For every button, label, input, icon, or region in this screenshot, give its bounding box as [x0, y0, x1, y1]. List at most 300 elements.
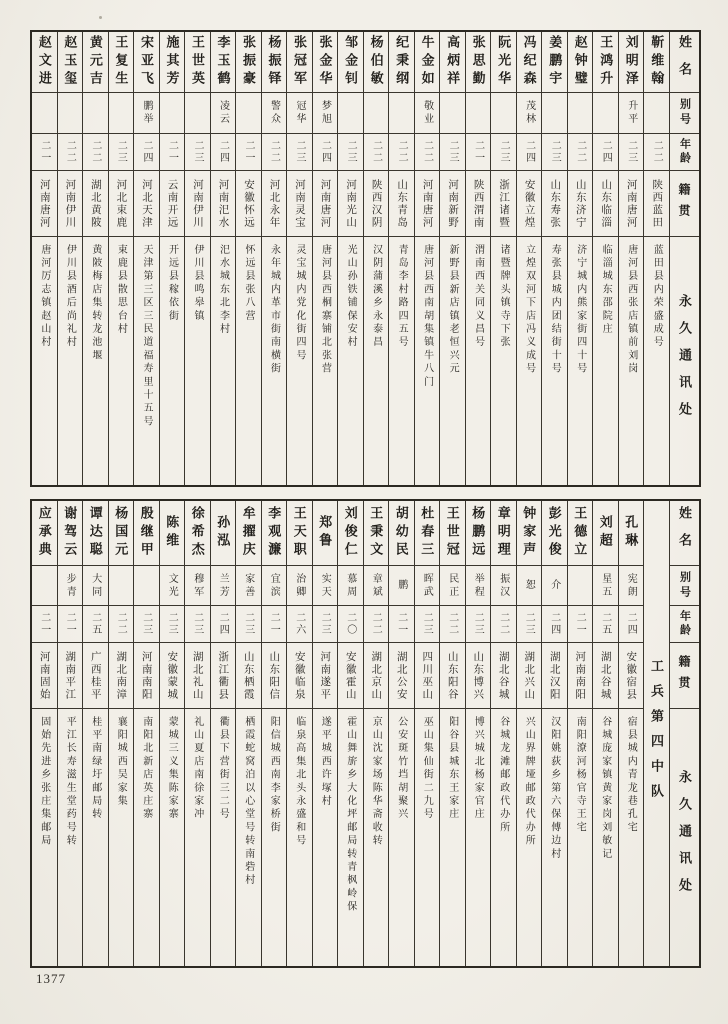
person-alias: 梦旭: [313, 92, 338, 133]
person-age: 二四: [313, 133, 338, 170]
person-age: 二二: [389, 133, 414, 170]
person-native-place: 河南唐河: [619, 170, 644, 236]
person-address: 阳信城西南李家桥街: [262, 708, 287, 966]
person-column: [210, 501, 236, 966]
header-column: [669, 32, 699, 485]
person-address: 谷城庞家镇黄家岗刘敏记: [593, 708, 618, 966]
person-column: [210, 32, 236, 485]
person-native-place: 河南固始: [32, 642, 57, 708]
person-alias: 家善: [236, 565, 261, 605]
person-native-place: 陕西渭南: [466, 170, 491, 236]
person-alias: 举程: [466, 565, 491, 605]
person-column: [465, 32, 491, 485]
person-alias: 升平: [619, 92, 644, 133]
person-alias: [185, 92, 210, 133]
person-age: 二三: [491, 133, 516, 170]
person-name: 王世冠: [444, 506, 460, 560]
person-name: 王世英: [189, 35, 205, 89]
person-address: 灵宝城内党化街四号: [287, 236, 312, 485]
person-native-place: 安徽临泉: [287, 642, 312, 708]
person-column: [567, 501, 593, 966]
person-column: [414, 501, 440, 966]
person-age: 二三: [440, 133, 465, 170]
person-address: 宿县城内青龙巷孔宅: [619, 708, 644, 966]
person-alias: 民正: [440, 565, 465, 605]
person-native-place: 湖北谷城: [593, 642, 618, 708]
person-address: 伊川县酒后尚礼村: [58, 236, 83, 485]
person-name: 张思勤: [470, 35, 486, 89]
person-native-place: 浙江衢县: [211, 642, 236, 708]
person-name: 郑鲁: [317, 515, 333, 551]
person-column: [618, 32, 644, 485]
person-native-place: 河南光山: [338, 170, 363, 236]
person-address: 汜水城东北李村: [211, 236, 236, 485]
person-native-place: 陕西蓝田: [644, 170, 669, 236]
person-address: 桂平南绿圩邮局转: [83, 708, 108, 966]
person-name: 杨国元: [113, 506, 129, 560]
person-address: 汉阴蒲溪乡永泰昌: [364, 236, 389, 485]
person-alias: 介: [542, 565, 567, 605]
person-native-place: 安徽宿县: [619, 642, 644, 708]
person-column: [32, 501, 57, 966]
person-address: 平江长寿滋生堂药号转: [58, 708, 83, 966]
person-column: [312, 32, 338, 485]
person-age: 二一: [389, 605, 414, 642]
person-alias: [364, 92, 389, 133]
person-column: [57, 501, 83, 966]
person-age: 二一: [160, 133, 185, 170]
person-age: 二三: [415, 605, 440, 642]
person-age: 二三: [185, 133, 210, 170]
person-column: [490, 32, 516, 485]
person-native-place: 湖北南漳: [109, 642, 134, 708]
person-alias: 鹏: [389, 565, 414, 605]
person-address: 博兴城北杨家官庄: [466, 708, 491, 966]
person-alias: [109, 565, 134, 605]
person-name: 张冠军: [292, 35, 308, 89]
person-name: 殷继甲: [138, 506, 154, 560]
person-alias: [644, 92, 669, 133]
person-alias: [440, 92, 465, 133]
person-alias: 冠华: [287, 92, 312, 133]
person-name: 王复生: [113, 35, 129, 89]
person-name: 赵文进: [36, 35, 52, 89]
person-address: 济宁城内熊家街四十号: [568, 236, 593, 485]
person-age: 二三: [185, 605, 210, 642]
person-column: [82, 501, 108, 966]
person-age: 二四: [211, 605, 236, 642]
person-age: 二二: [83, 133, 108, 170]
person-address: 固始先进乡张庄集邮局: [32, 708, 57, 966]
person-column: [261, 501, 287, 966]
person-age: 二四: [593, 133, 618, 170]
person-native-place: 山东济宁: [568, 170, 593, 236]
person-age: 二四: [517, 133, 542, 170]
person-column: [108, 32, 134, 485]
person-name: 施其芳: [164, 35, 180, 89]
person-alias: [491, 92, 516, 133]
person-alias: 恕: [517, 565, 542, 605]
person-address: 临泉高集北头永盛和号: [287, 708, 312, 966]
header-address: 永久通讯处: [670, 708, 699, 966]
person-age: 二一: [32, 133, 57, 170]
person-native-place: 湖北礼山: [185, 642, 210, 708]
person-column: [465, 501, 491, 966]
person-alias: 宜滨: [262, 565, 287, 605]
person-name: 王天职: [291, 506, 307, 560]
person-name: 王秉文: [368, 506, 384, 560]
person-native-place: 四川巫山: [415, 642, 440, 708]
person-name: 陈维: [164, 515, 180, 551]
person-alias: 章斌: [364, 565, 389, 605]
person-alias: [389, 92, 414, 133]
person-address: 开远县稼依街: [160, 236, 185, 485]
person-alias: 穆军: [185, 565, 210, 605]
person-name: 张金华: [317, 35, 333, 89]
person-alias: [160, 92, 185, 133]
person-native-place: 河南遂平: [313, 642, 338, 708]
person-column: [57, 32, 83, 485]
person-address: 衢县下营街三二号: [211, 708, 236, 966]
header-native-place: 籍贯: [670, 642, 699, 708]
person-native-place: 山东博兴: [466, 642, 491, 708]
header-alias: 别号: [670, 565, 699, 605]
person-age: 二二: [58, 133, 83, 170]
person-alias: [58, 92, 83, 133]
person-column: [32, 32, 57, 485]
person-age: 二三: [338, 133, 363, 170]
person-native-place: 山东寿张: [542, 170, 567, 236]
person-column: [541, 501, 567, 966]
person-alias: 晖武: [415, 565, 440, 605]
person-column: [388, 32, 414, 485]
person-address: 束鹿县散思台村: [109, 236, 134, 485]
roster-table-top: [30, 30, 701, 487]
person-column: [337, 501, 363, 966]
person-alias: 警众: [262, 92, 287, 133]
person-age: 二二: [109, 605, 134, 642]
person-address: 寿张县城内团结街十号: [542, 236, 567, 485]
person-name: 高炳祥: [445, 35, 461, 89]
person-column: [490, 501, 516, 966]
person-age: 二四: [134, 133, 159, 170]
person-native-place: 山东阳谷: [440, 642, 465, 708]
person-name: 杨振铎: [266, 35, 282, 89]
person-age: 二三: [134, 605, 159, 642]
person-native-place: 安徽立煌: [517, 170, 542, 236]
person-age: 二五: [83, 605, 108, 642]
person-name: 靳维翰: [649, 35, 665, 89]
person-native-place: 山东阳信: [262, 642, 287, 708]
person-alias: 慕周: [338, 565, 363, 605]
person-native-place: 安徽霍山: [338, 642, 363, 708]
person-column: [363, 32, 389, 485]
person-native-place: 河南南阳: [568, 642, 593, 708]
person-address: 诸暨牌头镇寺下张: [491, 236, 516, 485]
person-alias: [568, 565, 593, 605]
person-address: 遂平城西许塚村: [313, 708, 338, 966]
person-column: [184, 501, 210, 966]
person-alias: 实天: [313, 565, 338, 605]
person-age: 二二: [568, 133, 593, 170]
person-name: 王德立: [572, 506, 588, 560]
person-name: 章明理: [495, 506, 511, 560]
header-address: 永久通讯处: [670, 236, 699, 485]
person-native-place: 广西桂平: [83, 642, 108, 708]
person-alias: [32, 92, 57, 133]
person-age: 二四: [211, 133, 236, 170]
person-age: 二一: [262, 605, 287, 642]
person-address: 伊川县鸣皋镇: [185, 236, 210, 485]
person-name: 牟擢庆: [240, 506, 256, 560]
person-age: 二一: [466, 133, 491, 170]
person-age: 二一: [568, 605, 593, 642]
person-alias: 星五: [593, 565, 618, 605]
person-column: [312, 501, 338, 966]
person-column: [516, 501, 542, 966]
person-column: [414, 32, 440, 485]
person-alias: [338, 92, 363, 133]
person-age: 二三: [619, 133, 644, 170]
person-native-place: 云南开远: [160, 170, 185, 236]
person-name: 王鸿升: [598, 35, 614, 89]
person-alias: [109, 92, 134, 133]
person-native-place: 湖北兴山: [517, 642, 542, 708]
person-column: [82, 32, 108, 485]
person-age: 二三: [109, 133, 134, 170]
person-name: 牛金如: [419, 35, 435, 89]
person-age: 二三: [466, 605, 491, 642]
header-name: 姓名: [677, 506, 692, 560]
person-native-place: 河南伊川: [185, 170, 210, 236]
person-column: [439, 501, 465, 966]
header-age: 年龄: [670, 133, 699, 170]
person-address: 公安斑竹垱胡聚兴: [389, 708, 414, 966]
person-address: 谷城龙滩邮政代办所: [491, 708, 516, 966]
person-native-place: 山东青岛: [389, 170, 414, 236]
person-address: 天津第三区三民道福寿里十五号: [134, 236, 159, 485]
person-column: [108, 501, 134, 966]
person-name: 刘明泽: [623, 35, 639, 89]
person-native-place: 河南唐河: [32, 170, 57, 236]
person-age: 二三: [287, 133, 312, 170]
person-name: 彭光俊: [546, 506, 562, 560]
person-column: [643, 32, 669, 485]
person-alias: [542, 92, 567, 133]
person-address: 兴山界牌垭邮政代办所: [517, 708, 542, 966]
person-column: [184, 32, 210, 485]
person-address: 阳谷县城东王家庄: [440, 708, 465, 966]
person-name: 谭达聪: [87, 506, 103, 560]
person-column: [337, 32, 363, 485]
person-address: 霍山舞旂乡大化坪邮局转青枫岭保: [338, 708, 363, 966]
person-age: 二五: [593, 605, 618, 642]
person-address: 唐河县西张店镇前刘岗: [619, 236, 644, 485]
person-name: 纪秉纲: [394, 35, 410, 89]
person-name: 应承典: [36, 506, 52, 560]
person-column: [159, 32, 185, 485]
person-name: 黄元吉: [87, 35, 103, 89]
person-address: 巫山集仙街二九号: [415, 708, 440, 966]
person-alias: 步青: [58, 565, 83, 605]
person-native-place: 湖北汉阳: [542, 642, 567, 708]
person-native-place: 湖北公安: [389, 642, 414, 708]
person-age: 二六: [287, 605, 312, 642]
person-name: 孙泓: [215, 515, 231, 551]
person-address: 永年城内革市街南横街: [262, 236, 287, 485]
person-alias: [236, 92, 261, 133]
person-alias: [568, 92, 593, 133]
person-age: 二二: [415, 133, 440, 170]
person-address: 唐河厉志镇赵山村: [32, 236, 57, 485]
person-native-place: 湖南平江: [58, 642, 83, 708]
person-column: [133, 32, 159, 485]
person-address: 南阳北新店英庄寨: [134, 708, 159, 966]
person-address: 栖霞蛇窝泊以心堂号转南砦村: [236, 708, 261, 966]
person-name: 杨伯敏: [368, 35, 384, 89]
person-native-place: 河北永年: [262, 170, 287, 236]
person-native-place: 安徽蒙城: [160, 642, 185, 708]
person-age: 二二: [644, 133, 669, 170]
page-number: 1377: [36, 971, 66, 986]
person-alias: 鹏举: [134, 92, 159, 133]
person-alias: 文光: [160, 565, 185, 605]
person-address: 唐河县西南胡集镇牛八门: [415, 236, 440, 485]
person-age: 二一: [58, 605, 83, 642]
person-native-place: 河北束鹿: [109, 170, 134, 236]
person-name: 杜春三: [419, 506, 435, 560]
person-native-place: 山东临淄: [593, 170, 618, 236]
person-name: 杨鹏远: [470, 506, 486, 560]
person-address: 黄陂梅店集转龙池堰: [83, 236, 108, 485]
unit-label: 工兵第四中队: [649, 658, 664, 809]
person-name: 邹金钊: [343, 35, 359, 89]
person-native-place: 河南唐河: [415, 170, 440, 236]
person-column: [516, 32, 542, 485]
person-alias: [32, 565, 57, 605]
person-column: [567, 32, 593, 485]
person-address: 怀远县张八营: [236, 236, 261, 485]
person-age: 二三: [517, 605, 542, 642]
person-native-place: 河南灵宝: [287, 170, 312, 236]
person-column: [541, 32, 567, 485]
person-address: 新野县新店镇老恒兴元: [440, 236, 465, 485]
header-age: 年龄: [670, 605, 699, 642]
scan-speck: [99, 16, 102, 19]
person-name: 赵钟璧: [572, 35, 588, 89]
person-column: [286, 32, 312, 485]
person-native-place: 湖北黄陂: [83, 170, 108, 236]
person-column: [388, 501, 414, 966]
person-name: 孔琳: [623, 515, 639, 551]
person-column: [261, 32, 287, 485]
header-name: 姓名: [677, 35, 692, 89]
person-alias: 凌云: [211, 92, 236, 133]
person-age: 二二: [262, 133, 287, 170]
roster-table-bottom: [30, 499, 701, 968]
person-address: 蒙城三义集陈家寨: [160, 708, 185, 966]
person-age: 二〇: [338, 605, 363, 642]
person-native-place: 安徽怀远: [236, 170, 261, 236]
person-column: [363, 501, 389, 966]
person-alias: 宪朗: [619, 565, 644, 605]
person-column: [133, 501, 159, 966]
person-name: 张振豪: [241, 35, 256, 89]
person-native-place: 河南唐河: [313, 170, 338, 236]
person-address: 京山沈家场陈华斋收转: [364, 708, 389, 966]
person-address: 青岛李村路四五号: [389, 236, 414, 485]
person-address: 渭南西关同义昌号: [466, 236, 491, 485]
person-age: 二四: [619, 605, 644, 642]
person-name: 徐希杰: [189, 506, 205, 560]
person-alias: [83, 92, 108, 133]
person-alias: 敬业: [415, 92, 440, 133]
person-name: 胡幼民: [393, 506, 409, 560]
person-alias: 兰芳: [211, 565, 236, 605]
person-age: 二二: [491, 605, 516, 642]
person-alias: [593, 92, 618, 133]
unit-column: [643, 501, 669, 966]
person-name: 谢驾云: [62, 506, 78, 560]
person-native-place: 河南伊川: [58, 170, 83, 236]
person-alias: [466, 92, 491, 133]
person-column: [286, 501, 312, 966]
person-column: [592, 32, 618, 485]
person-native-place: 山东栖霞: [236, 642, 261, 708]
person-address: 光山孙铁铺保安村: [338, 236, 363, 485]
person-address: 汉阳姚荻乡第六保傅边村: [542, 708, 567, 966]
person-age: 二二: [364, 605, 389, 642]
person-name: 阮光华: [496, 35, 512, 89]
person-age: 二三: [542, 133, 567, 170]
person-native-place: 湖北谷城: [491, 642, 516, 708]
person-address: 襄阳城西吴家集: [109, 708, 134, 966]
person-column: [235, 32, 261, 485]
person-age: 二三: [160, 605, 185, 642]
person-name: 李玉鹤: [215, 35, 231, 89]
person-native-place: 浙江诸暨: [491, 170, 516, 236]
person-alias: [134, 565, 159, 605]
person-native-place: 河南汜水: [211, 170, 236, 236]
person-column: [618, 501, 644, 966]
person-name: 钟家声: [521, 506, 537, 560]
person-name: 李观濂: [266, 506, 282, 560]
person-age: 二二: [364, 133, 389, 170]
person-alias: 大同: [83, 565, 108, 605]
person-column: [235, 501, 261, 966]
person-column: [439, 32, 465, 485]
person-address: 蓝田县内荣盛成号: [644, 236, 669, 485]
person-address: 立煌双河下店冯义成号: [517, 236, 542, 485]
person-native-place: 陕西汉阴: [364, 170, 389, 236]
header-native-place: 籍贯: [670, 170, 699, 236]
person-alias: 振汉: [491, 565, 516, 605]
person-alias: 茂林: [517, 92, 542, 133]
person-age: 二四: [542, 605, 567, 642]
person-address: 临淄城东邵院庄: [593, 236, 618, 485]
person-native-place: 河北天津: [134, 170, 159, 236]
person-column: [159, 501, 185, 966]
person-alias: 治卿: [287, 565, 312, 605]
person-age: 二二: [440, 605, 465, 642]
person-age: 二一: [32, 605, 57, 642]
person-age: 二一: [236, 133, 261, 170]
person-native-place: 河南新野: [440, 170, 465, 236]
person-name: 宋亚飞: [138, 35, 154, 89]
person-address: 礼山夏店南徐家冲: [185, 708, 210, 966]
person-native-place: 河南南阳: [134, 642, 159, 708]
person-name: 刘俊仁: [342, 506, 358, 560]
